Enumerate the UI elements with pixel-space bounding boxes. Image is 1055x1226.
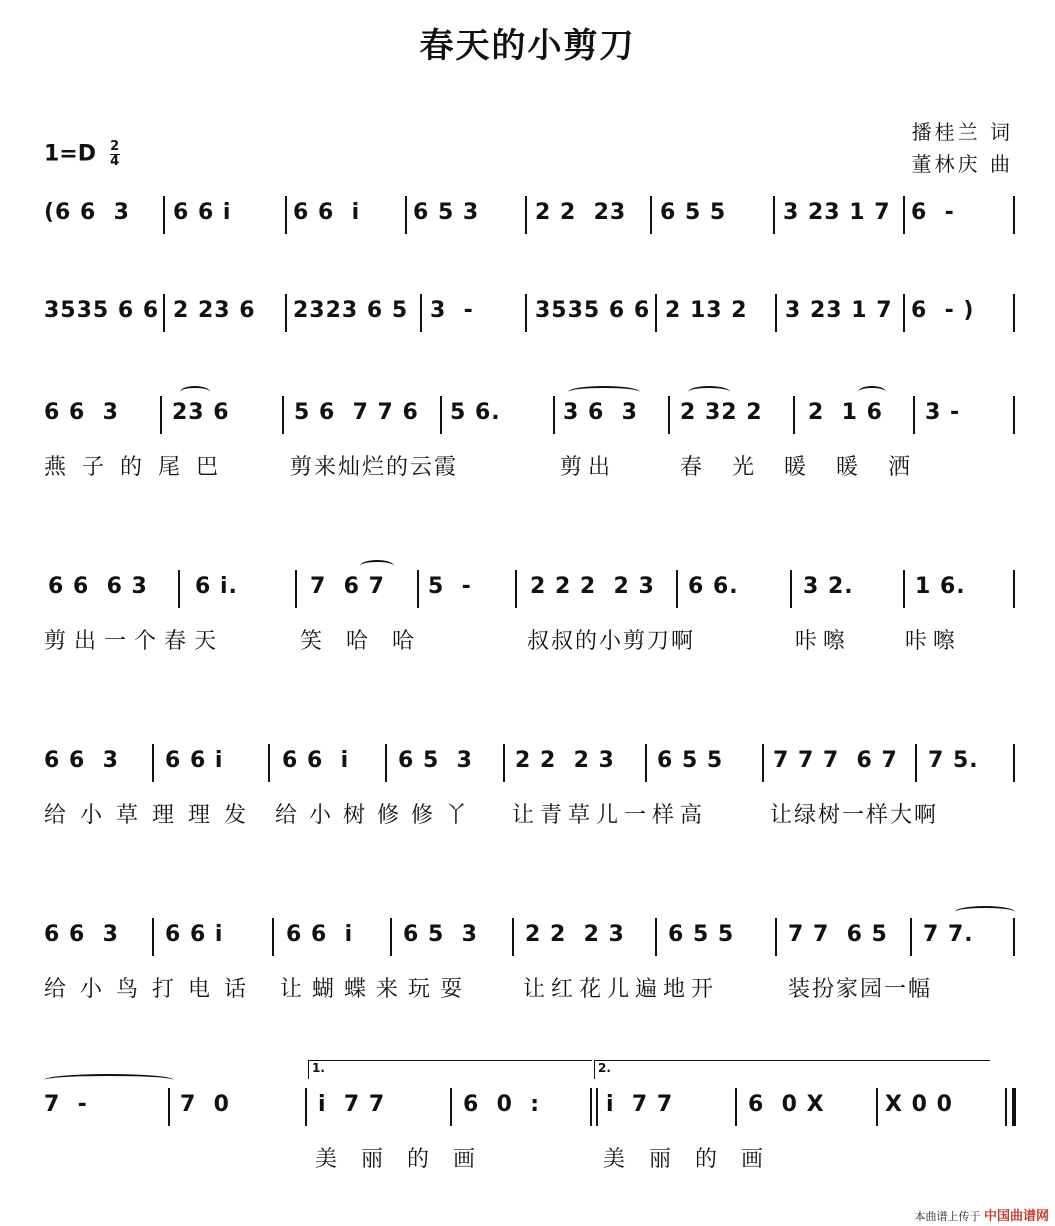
measure: 3535 6 6 (44, 298, 160, 323)
measure: 2 2 2 3 (515, 748, 615, 773)
measure: 3 2. (803, 574, 854, 599)
measure: 3535 6 6 (535, 298, 651, 323)
measure: 3 - (430, 298, 474, 323)
measure: 7 6 7 (310, 574, 385, 599)
measure: 6 5 5 (668, 922, 735, 947)
measure: 2 2 2 3 (525, 922, 625, 947)
measure: 7 7 6 5 (788, 922, 888, 947)
measure: 7 5. (928, 748, 979, 773)
lyrics-line (0, 1142, 1055, 1176)
measure: 7 0 (180, 1092, 230, 1117)
measure: 2 2 23 (535, 200, 627, 225)
measure: 6 6 i (293, 200, 361, 225)
measure: 2 1 6 (808, 400, 883, 425)
lyric: 给小树修修丫 (275, 803, 480, 828)
measure: 3 23 1 7 (785, 298, 893, 323)
notes-line (0, 200, 1055, 240)
measure: 7 - (44, 1092, 88, 1117)
measure: 2 13 2 (665, 298, 748, 323)
time-bottom: 4 (110, 154, 120, 169)
notes-line (0, 400, 1055, 440)
measure: 3 6 3 (563, 400, 638, 425)
measure: X 0 0 (885, 1092, 953, 1117)
measure: (6 6 3 (44, 200, 130, 225)
measure: 6 6 i (286, 922, 354, 947)
lyric: 让绿树一样大啊 (770, 803, 939, 828)
lyric: 剪来灿烂的云霞 (290, 455, 459, 480)
lyric: 燕子的尾巴 (44, 455, 235, 480)
lyric: 剪出 (560, 455, 617, 480)
measure: 2 23 6 (173, 298, 256, 323)
lyric: 给小草理理发 (44, 803, 261, 828)
measure: 6 6 3 (44, 748, 119, 773)
lyric: 春光暖暖洒 (680, 455, 941, 480)
lyrics-line (0, 972, 1055, 1006)
measure: 6 0 : (463, 1092, 541, 1117)
measure: 3 - (925, 400, 961, 425)
lyric: 装扮家园一幅 (788, 977, 933, 1002)
lyric: 咔嚓 (795, 629, 852, 654)
measure: 5 6. (450, 400, 501, 425)
key-label: 1=D (44, 141, 97, 167)
lyric: 咔嚓 (905, 629, 962, 654)
measure: 2323 6 5 (293, 298, 409, 323)
measure: 5 6 7 7 6 (294, 400, 419, 425)
measure: 2 32 2 (680, 400, 763, 425)
measure: 6 6 i (173, 200, 232, 225)
score-row (0, 298, 1055, 378)
measure: 6 - (911, 200, 955, 225)
score-row (0, 748, 1055, 828)
lyric: 美丽的画 (315, 1147, 500, 1172)
lyricist-credit: 播桂兰 词 (911, 120, 1013, 144)
page-title: 春天的小剪刀 (419, 26, 636, 66)
volta-second: 2. (594, 1060, 990, 1079)
measure: 6 5 3 (398, 748, 473, 773)
measure: 6 0 X (748, 1092, 825, 1117)
measure: 1 6. (915, 574, 966, 599)
lyric: 给小鸟打电话 (44, 977, 261, 1002)
lyric: 美丽的画 (603, 1147, 788, 1172)
footer-text: 本曲谱上传于 (914, 1210, 981, 1223)
score-row (0, 1061, 1055, 1172)
key-signature (44, 140, 120, 169)
measure: 2 2 2 2 3 (530, 574, 655, 599)
lyric: 叔叔的小剪刀啊 (527, 629, 696, 654)
notes-line (0, 1092, 1055, 1132)
lyric: 剪出一个春天 (44, 629, 225, 654)
measure: i 7 7 (606, 1092, 674, 1117)
measure: 3 23 1 7 (783, 200, 891, 225)
measure: 6 5 5 (657, 748, 724, 773)
time-signature (110, 140, 120, 169)
composer-credit: 董林庆 曲 (911, 152, 1013, 176)
lyric: 让青草儿一样高 (512, 803, 709, 828)
lyric: 让红花儿遍地开 (523, 977, 720, 1002)
measure: 6 6 i (165, 922, 224, 947)
measure: 6 5 3 (403, 922, 478, 947)
notes-line (0, 574, 1055, 614)
measure: 6 6. (688, 574, 739, 599)
score-row (0, 400, 1055, 480)
measure: 6 5 5 (660, 200, 727, 225)
score-row (0, 574, 1055, 654)
measure: 6 5 3 (413, 200, 480, 225)
lyrics-line (0, 624, 1055, 658)
measure: 6 6 i (282, 748, 350, 773)
lyric: 让蝴蝶来玩耍 (280, 977, 473, 1002)
lyrics-line (0, 450, 1055, 484)
site-logo: 中国曲谱网 (983, 1209, 1049, 1224)
time-top: 2 (110, 139, 120, 154)
footer-watermark (914, 1205, 1049, 1224)
measure: 6 6 i (165, 748, 224, 773)
measure: 6 6 6 3 (48, 574, 148, 599)
notes-line (0, 748, 1055, 788)
lyrics-line (0, 798, 1055, 832)
notes-line (0, 922, 1055, 962)
measure: 5 - (428, 574, 472, 599)
score-row (0, 922, 1055, 1002)
measure: 6 i. (195, 574, 238, 599)
score-row (0, 200, 1055, 280)
measure: 6 6 3 (44, 922, 119, 947)
measure: 6 6 3 (44, 400, 119, 425)
measure: i 7 7 (318, 1092, 386, 1117)
lyric: 笑哈哈 (300, 629, 439, 654)
measure: 6 - ) (911, 298, 975, 323)
measure: 7 7. (923, 922, 974, 947)
measure: 7 7 7 6 7 (773, 748, 898, 773)
notes-line (0, 298, 1055, 338)
measure: 23 6 (172, 400, 230, 425)
volta-first: 1. (308, 1060, 592, 1079)
